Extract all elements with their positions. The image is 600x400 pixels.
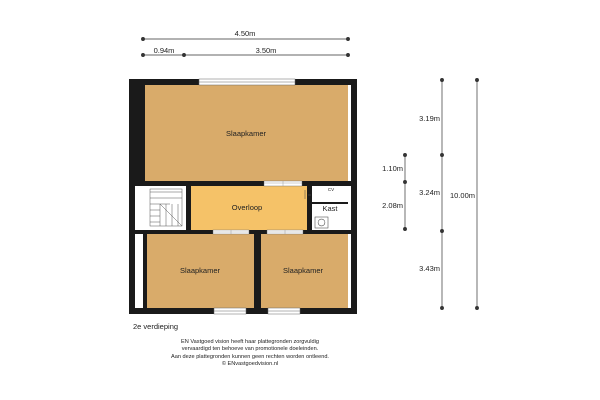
label-cv: CV [327, 187, 335, 192]
label-bottom-left-bedroom: Slaapkamer [179, 266, 221, 275]
label-closet: Kast [322, 204, 338, 213]
label-top-bedroom: Slaapkamer [225, 129, 267, 138]
dim-landing-lower: 2.08m [382, 201, 403, 210]
dim-right-part: 3.50m [255, 46, 277, 55]
dim-middle-section: 3.24m [419, 188, 440, 197]
dim-left-part: 0.94m [153, 46, 175, 55]
label-bottom-right-bedroom: Slaapkamer [282, 266, 324, 275]
disclaimer-line: Aan deze plattegronden kunnen geen rechten worden ontleend. [171, 353, 329, 360]
disclaimer-line: vervaardigd ten behoeve van promotionele doeleinden. [181, 346, 319, 353]
disclaimer [100, 339, 400, 368]
floor-title: 2e verdieping [133, 322, 179, 331]
dim-total-depth: 10.00m [449, 191, 475, 200]
staircase [147, 186, 186, 230]
disclaimer-line: © ENvastgoedvision.nl [221, 360, 279, 367]
dim-total-width: 4.50m [234, 29, 256, 38]
dim-top-section: 3.19m [419, 114, 440, 123]
dim-landing-upper: 1.10m [382, 164, 403, 173]
label-landing: Overloop [231, 203, 263, 212]
dim-bottom-section: 3.43m [419, 264, 440, 273]
disclaimer-line: EN Vastgoed vision heeft haar plattegronden zorgvuldig [181, 339, 319, 345]
